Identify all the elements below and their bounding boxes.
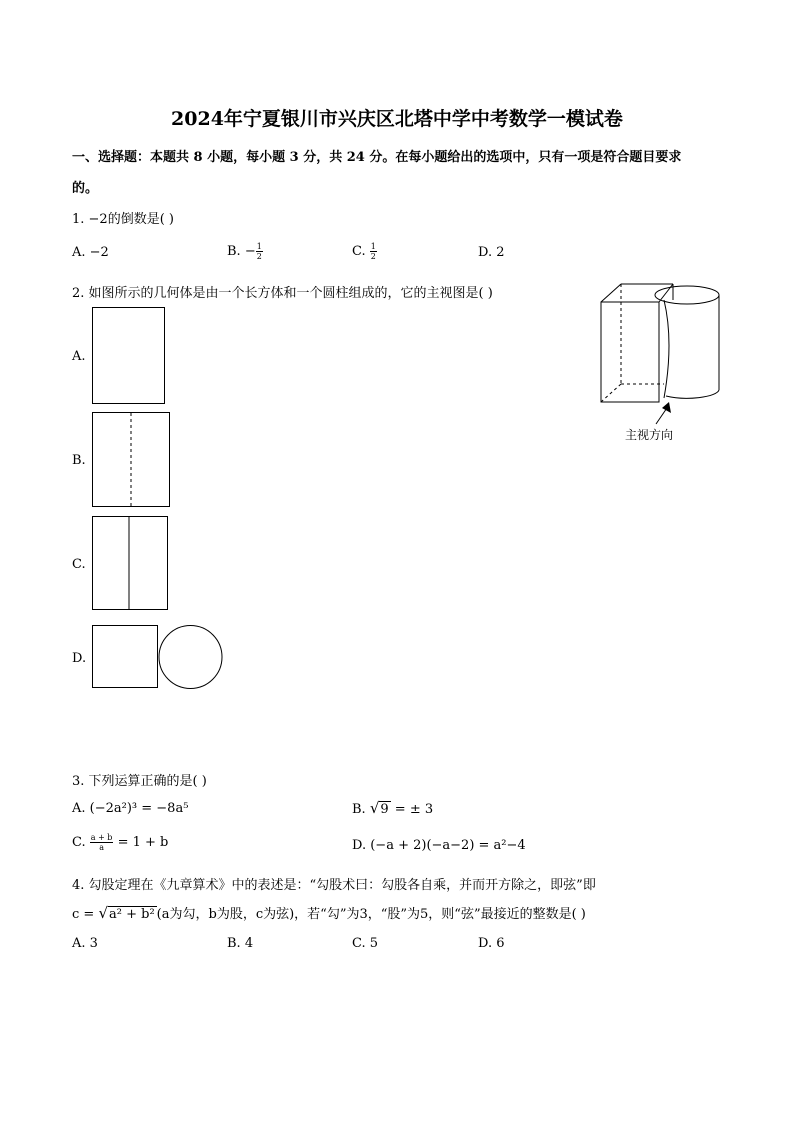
q3-option-d: D. (−a + 2)(−a−2) = a²−4 <box>352 838 526 853</box>
q3-option-c-numerator: a + b <box>90 833 113 842</box>
q2-option-c-label: C. <box>72 557 86 572</box>
q3-option-b-prefix: B. <box>352 802 370 817</box>
q1-option-d: D. 2 <box>478 245 505 260</box>
q3-option-c-fraction <box>90 833 114 852</box>
sqrt-sign-icon: √ <box>369 799 380 817</box>
q2-option-a-label: A. <box>72 349 86 364</box>
q1-option-b-denominator: 2 <box>256 252 262 261</box>
section-instructions-line2: 的。 <box>72 181 99 196</box>
q1-option-c-denominator: 2 <box>370 252 376 261</box>
q4-stem-line2 <box>72 903 586 922</box>
q4-line2-radicand: a² + b² <box>109 907 155 922</box>
q2-c-rectangle <box>93 517 168 610</box>
q2-option-d-figure <box>92 625 226 690</box>
q3-option-b-suffix: = ± 3 <box>390 802 434 817</box>
q2-option-b-figure <box>92 412 171 508</box>
q1-option-b <box>227 242 263 261</box>
q4-option-b: B. 4 <box>227 936 254 951</box>
q2-option-b-label: B. <box>72 453 86 468</box>
q2-a-rectangle <box>93 308 165 404</box>
cuboid-edge-top-left <box>601 284 621 302</box>
q3-option-b-radicand: 9 <box>380 802 389 817</box>
q3-stem: 3. 下列运算正确的是( ) <box>72 774 207 789</box>
q3-option-c <box>72 833 168 852</box>
q2-option-d-label: D. <box>72 651 87 666</box>
cuboid-front-face <box>601 302 659 402</box>
q1-option-b-numerator: 1 <box>256 242 262 251</box>
q3-option-c-denominator: a <box>99 843 104 852</box>
q1-stem: 1. −2的倒数是( ) <box>72 212 174 227</box>
view-direction-arrowhead <box>662 402 671 413</box>
q1-option-b-fraction <box>256 242 263 261</box>
q4-line2-prefix: c = <box>72 907 99 922</box>
q4-option-a: A. 3 <box>72 936 98 951</box>
q1-option-c-fraction <box>370 242 377 261</box>
page-title: 2024年宁夏银川市兴庆区北塔中学中考数学一模试卷 <box>171 108 623 130</box>
q3-option-b <box>352 799 433 817</box>
q4-option-d: D. 6 <box>478 936 505 951</box>
q1-option-c <box>352 242 377 261</box>
q1-option-c-prefix: C. <box>352 244 370 259</box>
section-instructions-line1: 一、选择题：本题共 8 小题，每小题 3 分，共 24 分。在每小题给出的选项中，只有一项是符合题目要求 <box>72 150 682 165</box>
q1-option-a: A. −2 <box>72 245 109 260</box>
q3-option-c-prefix: C. <box>72 835 90 850</box>
cylinder-left-side <box>664 300 669 398</box>
q2-stem: 2. 如图所示的几何体是由一个长方体和一个圆柱组成的，它的主视图是( ) <box>72 286 493 301</box>
q3-option-c-suffix: = 1 + b <box>113 835 169 850</box>
q2-d-circle <box>159 626 222 689</box>
q2-solid-figure <box>598 282 724 432</box>
sqrt-sign-icon: √ <box>98 904 109 922</box>
q1-option-b-prefix: B. − <box>227 244 256 259</box>
q4-stem-line1: 4. 勾股定理在《九章算术》中的表述是：“勾股术曰：勾股各自乘，并而开方除之，即弦”即 <box>72 878 596 893</box>
view-direction-label: 主视方向 <box>625 428 674 442</box>
cylinder-bottom-arc <box>666 390 719 398</box>
q2-d-square <box>93 626 158 688</box>
q4-option-c: C. 5 <box>352 936 379 951</box>
q1-option-c-numerator: 1 <box>370 242 376 251</box>
q2-option-a-figure <box>92 307 166 405</box>
cuboid-hidden-diagonal <box>601 384 621 402</box>
q3-option-a: A. (−2a²)³ = −8a⁵ <box>72 801 189 816</box>
q4-line2-suffix: (a为勾，b为股，c为弦)，若“勾”为3，“股”为5，则“弦”最接近的整数是( ) <box>156 907 586 922</box>
q2-option-c-figure <box>92 516 169 612</box>
